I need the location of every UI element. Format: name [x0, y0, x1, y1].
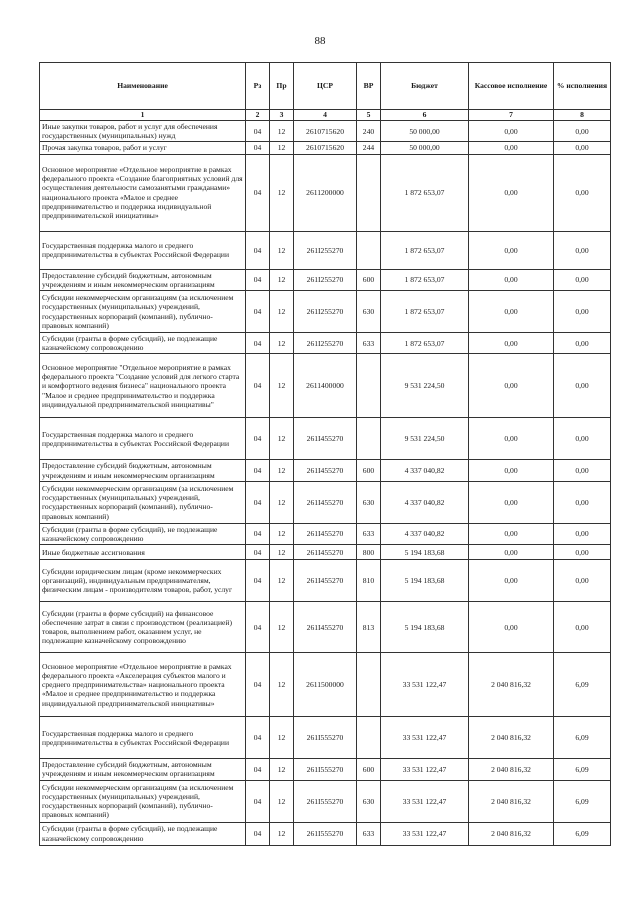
row-csr: 261I455270 — [294, 460, 357, 481]
column-number: 5 — [357, 110, 381, 121]
row-cash: 0,00 — [469, 121, 554, 142]
row-pct: 0,00 — [554, 291, 611, 333]
header-vr: ВР — [357, 63, 381, 110]
row-budget: 5 194 183,68 — [381, 545, 469, 560]
row-pr: 12 — [270, 269, 294, 290]
row-name: Иные закупки товаров, работ и услуг для обеспечения государственных (муниципальных) нужд — [40, 121, 246, 142]
row-pct: 0,00 — [554, 545, 611, 560]
row-cash: 2 040 816,32 — [469, 717, 554, 759]
row-vr — [357, 231, 381, 269]
row-rz: 04 — [246, 231, 270, 269]
table-row — [40, 460, 611, 481]
row-csr: 261I555270 — [294, 759, 357, 780]
row-name: Основное мероприятие "Отдельное мероприятие в рамках федерального проекта "Создание условий для легкого старта и комфортного ведения бизнеса" национального проекта "Малое и среднее предпринимательство и поддержка индивидуальной предпринимательской инициативы" — [40, 354, 246, 418]
row-csr: 2611400000 — [294, 354, 357, 418]
row-vr: 244 — [357, 142, 381, 154]
row-budget: 1 872 653,07 — [381, 269, 469, 290]
row-vr — [357, 354, 381, 418]
row-pr: 12 — [270, 759, 294, 780]
row-budget: 33 531 122,47 — [381, 653, 469, 717]
row-vr — [357, 154, 381, 231]
row-csr: 261I455270 — [294, 545, 357, 560]
column-number: 2 — [246, 110, 270, 121]
row-pct: 0,00 — [554, 602, 611, 653]
row-pct: 0,00 — [554, 418, 611, 460]
row-cash: 0,00 — [469, 523, 554, 544]
column-number: 1 — [40, 110, 246, 121]
row-cash: 0,00 — [469, 545, 554, 560]
row-rz: 04 — [246, 121, 270, 142]
row-rz: 04 — [246, 653, 270, 717]
header-cash: Кассовое исполнение — [469, 63, 554, 110]
row-pr: 12 — [270, 154, 294, 231]
row-budget: 33 531 122,47 — [381, 759, 469, 780]
row-vr: 600 — [357, 759, 381, 780]
page-number: 88 — [314, 35, 326, 47]
row-budget: 33 531 122,47 — [381, 717, 469, 759]
header-budget: Бюджет — [381, 63, 469, 110]
row-pct: 0,00 — [554, 523, 611, 544]
row-vr: 630 — [357, 780, 381, 822]
row-pct: 0,00 — [554, 460, 611, 481]
row-budget: 5 194 183,68 — [381, 602, 469, 653]
row-vr: 813 — [357, 602, 381, 653]
row-cash: 0,00 — [469, 142, 554, 154]
table-row — [40, 560, 611, 602]
table-row — [40, 780, 611, 822]
row-cash: 0,00 — [469, 560, 554, 602]
row-name: Субсидии некоммерческим организациям (за исключением государственных (муниципальных) учреждений, государственных корпораций (компаний), публично-правовых компаний) — [40, 481, 246, 523]
row-pct: 6,09 — [554, 653, 611, 717]
row-pct: 0,00 — [554, 231, 611, 269]
row-vr: 240 — [357, 121, 381, 142]
row-csr: 261I555270 — [294, 780, 357, 822]
row-vr — [357, 418, 381, 460]
row-vr — [357, 653, 381, 717]
table-row — [40, 717, 611, 759]
row-csr: 2611200000 — [294, 154, 357, 231]
row-rz: 04 — [246, 780, 270, 822]
row-name: Иные бюджетные ассигнования — [40, 545, 246, 560]
row-pr: 12 — [270, 142, 294, 154]
row-csr: 261I455270 — [294, 481, 357, 523]
table-row — [40, 231, 611, 269]
row-pr: 12 — [270, 481, 294, 523]
row-pct: 0,00 — [554, 333, 611, 354]
table-row — [40, 354, 611, 418]
row-csr: 261I255270 — [294, 291, 357, 333]
row-cash: 0,00 — [469, 602, 554, 653]
row-budget: 33 531 122,47 — [381, 822, 469, 845]
row-pr: 12 — [270, 121, 294, 142]
row-pr: 12 — [270, 231, 294, 269]
row-pct: 0,00 — [554, 269, 611, 290]
row-rz: 04 — [246, 717, 270, 759]
header-csr: ЦСР — [294, 63, 357, 110]
row-rz: 04 — [246, 418, 270, 460]
row-csr: 261I555270 — [294, 717, 357, 759]
row-budget: 50 000,00 — [381, 121, 469, 142]
row-rz: 04 — [246, 523, 270, 544]
row-csr: 261I455270 — [294, 602, 357, 653]
row-budget: 1 872 653,07 — [381, 154, 469, 231]
row-pr: 12 — [270, 291, 294, 333]
row-csr: 261I255270 — [294, 231, 357, 269]
row-pr: 12 — [270, 822, 294, 845]
row-name: Субсидии некоммерческим организациям (за исключением государственных (муниципальных) учреждений, государственных корпораций (компаний), публично-правовых компаний) — [40, 780, 246, 822]
row-csr: 261I555270 — [294, 822, 357, 845]
row-name: Субсидии (гранты в форме субсидий) на финансовое обеспечение затрат в связи с производством (реализацией) товаров, выполнением работ, оказанием услуг, не подлежащие казначейскому сопровождению — [40, 602, 246, 653]
row-vr: 630 — [357, 481, 381, 523]
table-body — [40, 121, 611, 846]
row-rz: 04 — [246, 354, 270, 418]
row-vr: 600 — [357, 269, 381, 290]
row-cash: 0,00 — [469, 418, 554, 460]
row-cash: 2 040 816,32 — [469, 759, 554, 780]
table-row — [40, 142, 611, 154]
row-cash: 0,00 — [469, 481, 554, 523]
row-vr: 800 — [357, 545, 381, 560]
table-row — [40, 545, 611, 560]
row-csr: 2610715620 — [294, 121, 357, 142]
row-name: Государственная поддержка малого и среднего предпринимательства в субъектах Российской Федерации — [40, 418, 246, 460]
row-name: Основное мероприятие «Отдельное мероприятие в рамках федерального проекта «Акселерация субъектов малого и среднего предпринимательства» национального проекта «Малое и среднее предпринимательство и поддержка индивидуальной предпринимательской инициативы» — [40, 653, 246, 717]
row-cash: 2 040 816,32 — [469, 822, 554, 845]
row-csr: 261I255270 — [294, 333, 357, 354]
row-pr: 12 — [270, 418, 294, 460]
column-number: 7 — [469, 110, 554, 121]
row-csr: 261I255270 — [294, 269, 357, 290]
table-row — [40, 481, 611, 523]
row-vr: 633 — [357, 333, 381, 354]
row-pr: 12 — [270, 523, 294, 544]
row-pr: 12 — [270, 460, 294, 481]
row-budget: 4 337 040,82 — [381, 481, 469, 523]
row-vr: 600 — [357, 460, 381, 481]
row-pr: 12 — [270, 717, 294, 759]
row-pr: 12 — [270, 354, 294, 418]
header-pct: % исполнения — [554, 63, 611, 110]
row-csr: 2610715620 — [294, 142, 357, 154]
row-budget: 1 872 653,07 — [381, 231, 469, 269]
row-cash: 0,00 — [469, 291, 554, 333]
row-name: Предоставление субсидий бюджетным, автономным учреждениям и иным некоммерческим организациям — [40, 460, 246, 481]
row-csr: 2611500000 — [294, 653, 357, 717]
table-row — [40, 418, 611, 460]
row-vr — [357, 717, 381, 759]
row-rz: 04 — [246, 333, 270, 354]
row-vr: 633 — [357, 523, 381, 544]
row-vr: 633 — [357, 822, 381, 845]
table-row — [40, 154, 611, 231]
row-pct: 0,00 — [554, 481, 611, 523]
row-cash: 2 040 816,32 — [469, 653, 554, 717]
header-rz: Рз — [246, 63, 270, 110]
row-rz: 04 — [246, 269, 270, 290]
column-number: 8 — [554, 110, 611, 121]
header-row — [40, 63, 611, 110]
row-rz: 04 — [246, 545, 270, 560]
row-pr: 12 — [270, 653, 294, 717]
row-pct: 6,09 — [554, 717, 611, 759]
row-name: Субсидии некоммерческим организациям (за исключением государственных (муниципальных) учреждений, государственных корпораций (компаний), публично-правовых компаний) — [40, 291, 246, 333]
row-pct: 0,00 — [554, 560, 611, 602]
row-vr: 630 — [357, 291, 381, 333]
table-row — [40, 759, 611, 780]
column-number: 6 — [381, 110, 469, 121]
column-number-row — [40, 110, 611, 121]
row-name: Субсидии (гранты в форме субсидий), не подлежащие казначейскому сопровождению — [40, 333, 246, 354]
row-cash: 0,00 — [469, 333, 554, 354]
row-rz: 04 — [246, 154, 270, 231]
row-pct: 0,00 — [554, 354, 611, 418]
row-csr: 261I455270 — [294, 523, 357, 544]
row-name: Предоставление субсидий бюджетным, автономным учреждениям и иным некоммерческим организациям — [40, 269, 246, 290]
table-row — [40, 121, 611, 142]
budget-table — [39, 62, 611, 846]
row-vr: 810 — [357, 560, 381, 602]
row-name: Прочая закупка товаров, работ и услуг — [40, 142, 246, 154]
row-budget: 9 531 224,50 — [381, 418, 469, 460]
row-budget: 33 531 122,47 — [381, 780, 469, 822]
row-name: Субсидии юридическим лицам (кроме некоммерческих организаций), индивидуальным предпринимателям, физическим лицам - производителям товаров, работ, услуг — [40, 560, 246, 602]
row-name: Предоставление субсидий бюджетным, автономным учреждениям и иным некоммерческим организациям — [40, 759, 246, 780]
row-cash: 0,00 — [469, 354, 554, 418]
row-budget: 4 337 040,82 — [381, 523, 469, 544]
table-row — [40, 269, 611, 290]
row-name: Субсидии (гранты в форме субсидий), не подлежащие казначейскому сопровождению — [40, 822, 246, 845]
header-name: Наименование — [40, 63, 246, 110]
row-budget: 1 872 653,07 — [381, 333, 469, 354]
row-cash: 2 040 816,32 — [469, 780, 554, 822]
row-name: Субсидии (гранты в форме субсидий), не подлежащие казначейскому сопровождению — [40, 523, 246, 544]
row-rz: 04 — [246, 602, 270, 653]
row-pct: 0,00 — [554, 142, 611, 154]
row-csr: 261I455270 — [294, 418, 357, 460]
row-name: Государственная поддержка малого и среднего предпринимательства в субъектах Российской Федерации — [40, 717, 246, 759]
table-row — [40, 653, 611, 717]
row-pct: 6,09 — [554, 780, 611, 822]
table-row — [40, 523, 611, 544]
table-row — [40, 822, 611, 845]
row-cash: 0,00 — [469, 269, 554, 290]
column-number: 4 — [294, 110, 357, 121]
row-name: Основное мероприятие «Отдельное мероприятие в рамках федерального проекта «Создание благоприятных условий для осуществления деятельности самозанятыми гражданами» национального проекта «Малое и среднее предпринимательство и поддержка индивидуальной предпринимательской инициативы» — [40, 154, 246, 231]
row-rz: 04 — [246, 291, 270, 333]
row-pr: 12 — [270, 780, 294, 822]
row-cash: 0,00 — [469, 460, 554, 481]
column-number: 3 — [270, 110, 294, 121]
row-rz: 04 — [246, 560, 270, 602]
row-csr: 261I455270 — [294, 560, 357, 602]
row-rz: 04 — [246, 142, 270, 154]
row-budget: 4 337 040,82 — [381, 460, 469, 481]
row-budget: 9 531 224,50 — [381, 354, 469, 418]
row-rz: 04 — [246, 481, 270, 523]
row-cash: 0,00 — [469, 154, 554, 231]
row-budget: 1 872 653,07 — [381, 291, 469, 333]
row-pct: 6,09 — [554, 759, 611, 780]
row-budget: 5 194 183,68 — [381, 560, 469, 602]
row-rz: 04 — [246, 759, 270, 780]
row-pr: 12 — [270, 602, 294, 653]
row-pr: 12 — [270, 545, 294, 560]
row-cash: 0,00 — [469, 231, 554, 269]
row-pct: 0,00 — [554, 121, 611, 142]
header-pr: Пр — [270, 63, 294, 110]
row-rz: 04 — [246, 822, 270, 845]
table-row — [40, 333, 611, 354]
row-pct: 0,00 — [554, 154, 611, 231]
row-pr: 12 — [270, 560, 294, 602]
row-pct: 6,09 — [554, 822, 611, 845]
table-row — [40, 291, 611, 333]
table-row — [40, 602, 611, 653]
row-name: Государственная поддержка малого и среднего предпринимательства в субъектах Российской Федерации — [40, 231, 246, 269]
row-budget: 50 000,00 — [381, 142, 469, 154]
row-pr: 12 — [270, 333, 294, 354]
row-rz: 04 — [246, 460, 270, 481]
